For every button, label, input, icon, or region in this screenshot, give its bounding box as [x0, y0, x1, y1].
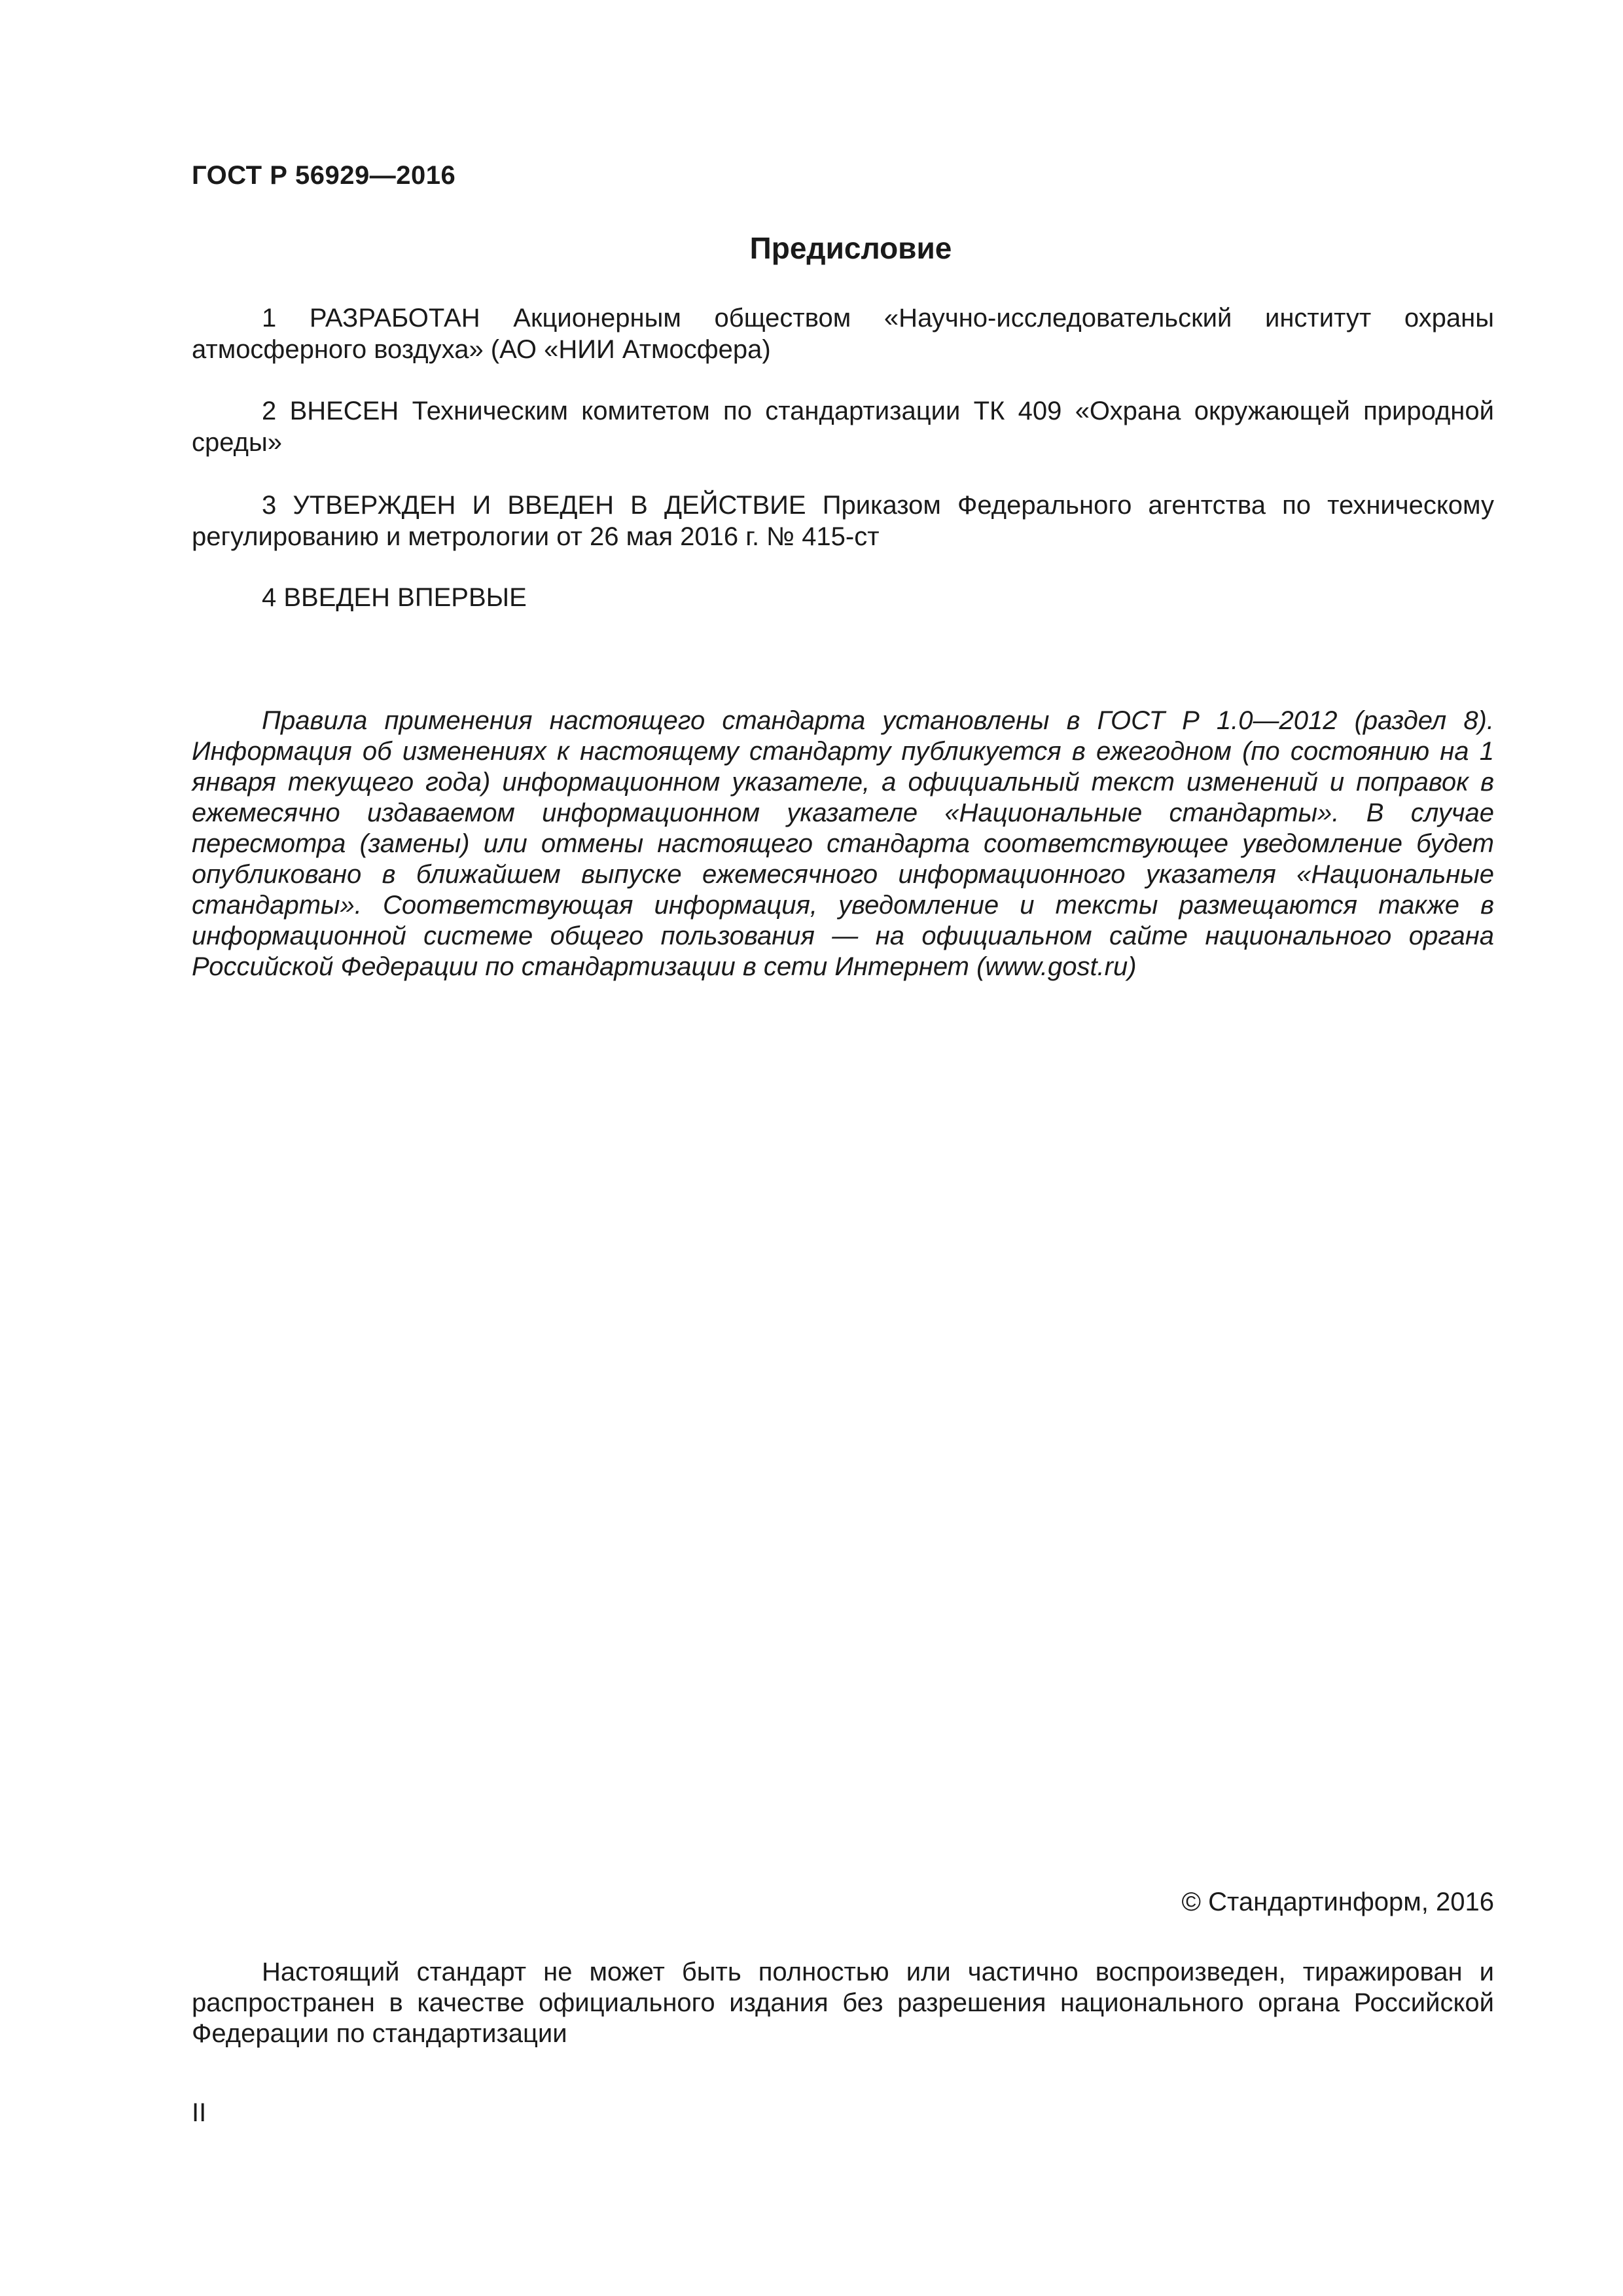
reproduction-restriction: Настоящий стандарт не может быть полностью или частично воспроизведен, тиражирован и распространен в качестве официального издания без разрешения национального органа Российской Федерации по стандартизации	[192, 1958, 1494, 2048]
application-rules-notice: Правила применения настоящего стандарта установлены в ГОСТ Р 1.0—2012 (раздел 8). Информация об изменениях к настоящему стандарту публикуется в ежегодном (по состоянию на 1 января текущего года) информационном указателе, а официальный текст изменений и поправок в ежемесячно издаваемом информационном указателе «Национальные стандарты». В случае пересмотра (замены) или отмены настоящего стандарта соответствующее уведомление будет опубликовано в ближайшем выпуске ежемесячного информационного указателя «Национальные стандарты». Соответствующая информация, уведомление и тексты размещаются также в информационной системе общего пользования — на официальном сайте национального органа Российской Федерации по стандартизации в сети Интернет (www.gost.ru)	[192, 706, 1494, 981]
page-title: Предисловие	[749, 231, 952, 265]
item-text: Приказом Федерального агентства по техническому регулированию и метрологии от 26 мая 2016 г. № 415-ст	[192, 491, 1494, 551]
copyright-notice: © Стандартинформ, 2016	[1181, 1888, 1494, 1916]
item-lead: РАЗРАБОТАН	[309, 304, 480, 332]
document-code: ГОСТ Р 56929—2016	[192, 161, 456, 190]
item-lead: УТВЕРЖДЕН И ВВЕДЕН В ДЕЙСТВИЕ	[293, 491, 806, 520]
preface-item-introduced	[192, 582, 1494, 613]
preface-item-submitted	[192, 395, 1494, 458]
item-lead: ВНЕСЕН	[289, 397, 399, 425]
item-number: 4	[262, 583, 277, 612]
item-text: Акционерным обществом «Научно-исследовательский институт охраны атмосферного воздуха» (АО «НИИ Атмосфера)	[192, 304, 1494, 364]
item-lead: ВВЕДЕН ВПЕРВЫЕ	[283, 583, 527, 612]
item-text: Техническим комитетом по стандартизации ТК 409 «Охрана окружающей природной среды»	[192, 397, 1494, 457]
item-number: 1	[262, 304, 277, 332]
preface-item-developed	[192, 302, 1494, 365]
preface-item-approved	[192, 490, 1494, 552]
item-number: 3	[262, 491, 277, 520]
item-number: 2	[262, 397, 277, 425]
page-number: II	[192, 2098, 207, 2127]
